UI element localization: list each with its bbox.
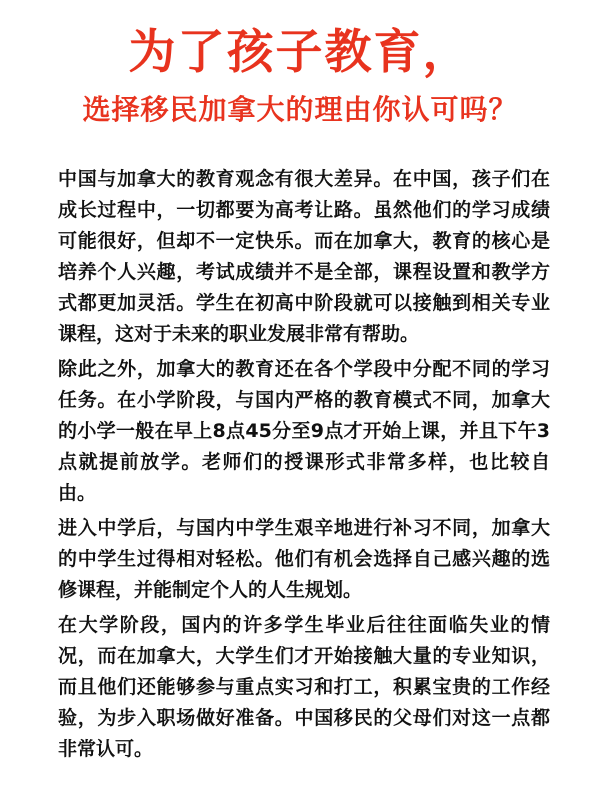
article-paragraph-4: 在大学阶段，国内的许多学生毕业后往往面临失业的情况，而在加拿大，大学生们才开始接触大量的专业知识，而且他们还能够参与重点实习和打工，积累宝贵的工作经验，为步入职场做好准备。中国移民的父母们对这一点都非常认可。	[58, 614, 550, 760]
page-subtitle: 选择移民加拿大的理由你认可吗？	[82, 93, 518, 126]
article-paragraph-1: 中国与加拿大的教育观念有很大差异。在中国，孩子们在成长过程中，一切都要为高考让路。虽然他们的学习成绩可能很好，但却不一定快乐。而在加拿大，教育的核心是培养个人兴趣，考试成绩并不是全部，课程设置和教学方式都更加灵活。学生在初高中阶段就可以接触到相关专业课程，这对于未来的职业发展非常有帮助。	[58, 168, 550, 345]
article-paragraph-2: 除此之外，加拿大的教育还在各个学段中分配不同的学习任务。在小学阶段，与国内严格的教育模式不同，加拿大的小学一般在早上8点45分至9点才开始上课，并且下午3点就提前放学。老师们的授课形式非常多样，也比较自由。	[58, 358, 550, 504]
article-paragraph-3: 进入中学后，与国内中学生艰辛地进行补习不同，加拿大的中学生过得相对轻松。他们有机会选择自己感兴趣的选修课程，并能制定个人的人生规划。	[58, 517, 550, 601]
article-body	[58, 164, 550, 769]
page-title: 为了孩子教育，	[128, 25, 472, 80]
